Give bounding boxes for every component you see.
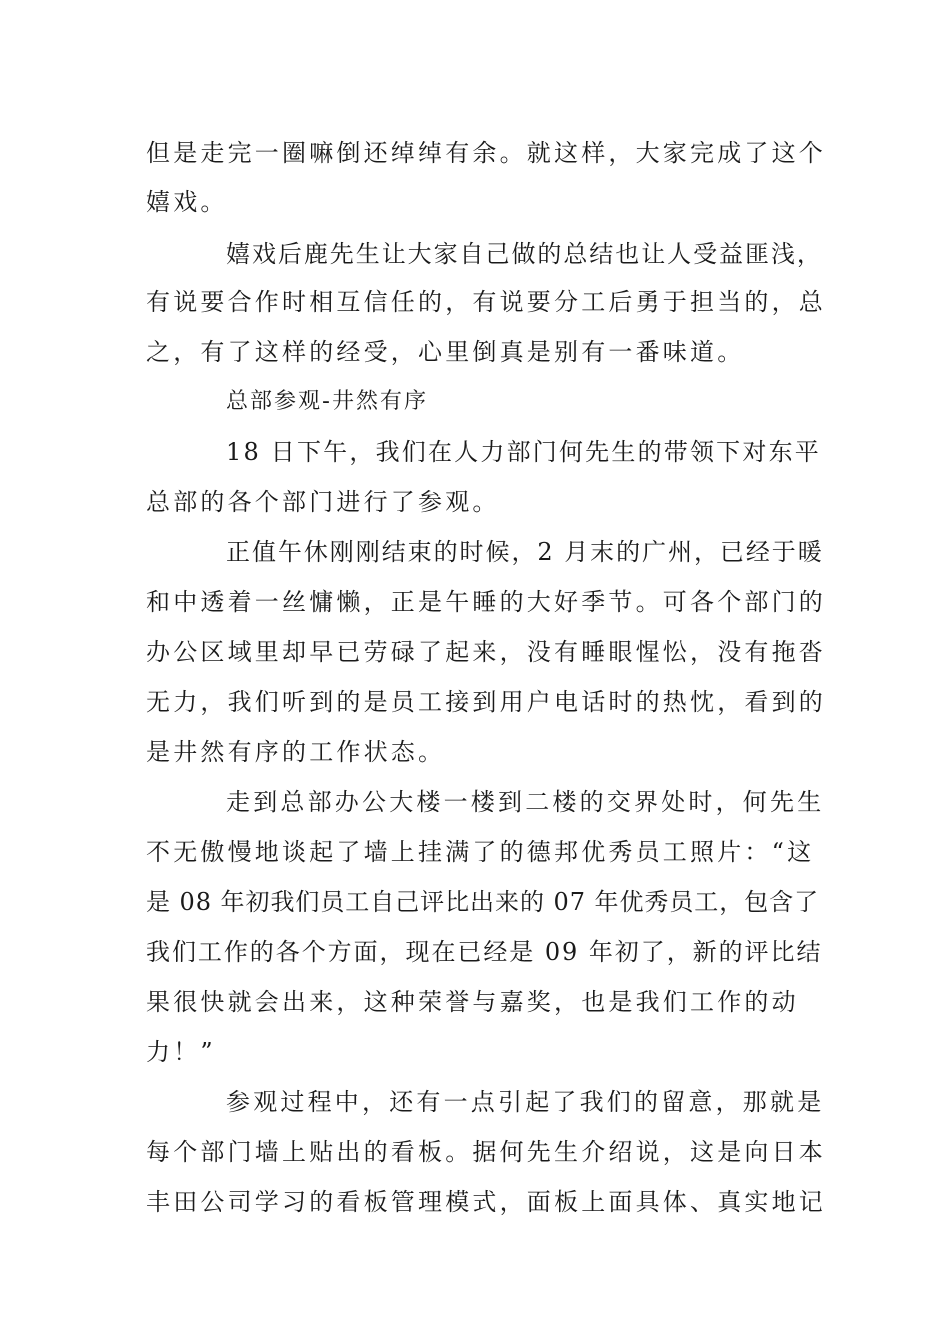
- text-line: 和中透着一丝慵懒，正是午睡的大好季节。可各个部门的: [146, 588, 826, 616]
- text-line: 之，有了这样的经受，心里倒真是别有一番味道。: [146, 338, 745, 366]
- text-line: 是 08 年初我们员工自己评比出来的 07 年优秀员工，包含了: [146, 888, 820, 916]
- paragraph-first-line: 嬉戏后鹿先生让大家自己做的总结也让人受益匪浅，: [226, 240, 823, 268]
- text-line: 无力，我们听到的是员工接到用户电话时的热忱，看到的: [146, 688, 826, 716]
- text-line: 果很快就会出来，这种荣誉与嘉奖，也是我们工作的动: [146, 988, 799, 1016]
- text-line: 力！”: [146, 1038, 216, 1066]
- paragraph-first-line: 走到总部办公大楼一楼到二楼的交界处时，何先生: [226, 788, 825, 816]
- text-line: 丰田公司学习的看板管理模式，面板上面具体、真实地记: [146, 1188, 826, 1216]
- text-line: 但是走完一圈嘛倒还绰绰有余。就这样，大家完成了这个: [146, 139, 826, 167]
- text-line: 有说要合作时相互信任的，有说要分工后勇于担当的，总: [146, 288, 826, 316]
- text-line: 嬉戏。: [146, 188, 228, 216]
- paragraph-first-line: 正值午休刚刚结束的时候，2 月末的广州，已经于暖: [226, 538, 824, 566]
- text-line: 不无傲慢地谈起了墙上挂满了的德邦优秀员工照片：“这: [146, 838, 815, 866]
- text-line: 每个部门墙上贴出的看板。据何先生介绍说，这是向日本: [146, 1138, 826, 1166]
- paragraph-first-line: 参观过程中，还有一点引起了我们的留意，那就是: [226, 1088, 825, 1116]
- text-line: 我们工作的各个方面，现在已经是 09 年初了，新的评比结: [146, 938, 823, 966]
- text-line: 办公区域里却早已劳碌了起来，没有睡眼惺忪，没有拖沓: [146, 638, 826, 666]
- section-heading: 总部参观-井然有序: [226, 389, 428, 414]
- paragraph-first-line: 18 日下午，我们在人力部门何先生的带领下对东平: [226, 438, 821, 466]
- text-line: 总部的各个部门进行了参观。: [146, 488, 500, 516]
- text-line: 是井然有序的工作状态。: [146, 738, 446, 766]
